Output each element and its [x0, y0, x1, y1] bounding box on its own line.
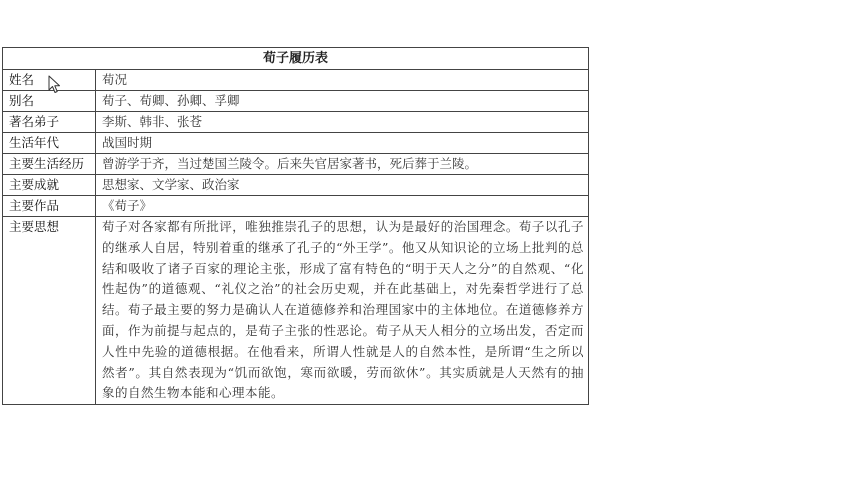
table-row	[3, 133, 589, 154]
row-label-life: 主要生活经历	[3, 154, 96, 175]
row-value-era: 战国时期	[96, 133, 589, 154]
row-label-disciples: 著名弟子	[3, 112, 96, 133]
row-label-alias: 别名	[3, 91, 96, 112]
table-row	[3, 70, 589, 91]
row-label-works: 主要作品	[3, 196, 96, 217]
row-value-thought: 荀子对各家都有所批评，唯独推崇孔子的思想，认为是最好的治国理念。荀子以孔子的继承人自居，特别着重的继承了孔子的“外王学”。他又从知识论的立场上批判的总结和吸收了诸子百家的理论主张，形成了富有特色的“明于天人之分”的自然观、“化性起伪”的道德观、“礼仪之治”的社会历史观，并在此基础上，对先秦哲学进行了总结。荀子最主要的努力是确认人在道德修养和治理国家中的主体地位。在道德修养方面，作为前提与起点的，是荀子主张的性恶论。荀子从天人相分的立场出发，否定而人性中先验的道德根据。在他看来，所谓人性就是人的自然本性，是所谓“生之所以然者”。其自然表现为“饥而欲饱，寒而欲暖，劳而欲休”。其实质就是人天然有的抽象的自然生物本能和心理本能。	[96, 217, 589, 405]
row-value-disciples: 李斯、韩非、张苍	[96, 112, 589, 133]
row-value-achievements: 思想家、文学家、政治家	[96, 175, 589, 196]
row-label-achievements: 主要成就	[3, 175, 96, 196]
table-title: 荀子履历表	[3, 48, 589, 70]
row-label-thought: 主要思想	[3, 217, 96, 405]
row-value-name: 荀况	[96, 70, 589, 91]
table-row	[3, 196, 589, 217]
resume-table	[2, 47, 589, 405]
row-value-alias: 荀子、荀卿、孙卿、孚卿	[96, 91, 589, 112]
resume-sheet	[2, 47, 589, 405]
row-label-name: 姓名	[3, 70, 96, 91]
mouse-pointer-icon	[48, 75, 62, 95]
table-row	[3, 154, 589, 175]
table-title-row	[3, 48, 589, 70]
row-label-era: 生活年代	[3, 133, 96, 154]
table-row	[3, 91, 589, 112]
table-row	[3, 175, 589, 196]
row-value-life: 曾游学于齐，当过楚国兰陵令。后来失官居家著书，死后葬于兰陵。	[96, 154, 589, 175]
table-row	[3, 112, 589, 133]
table-row	[3, 217, 589, 405]
row-value-works: 《荀子》	[96, 196, 589, 217]
